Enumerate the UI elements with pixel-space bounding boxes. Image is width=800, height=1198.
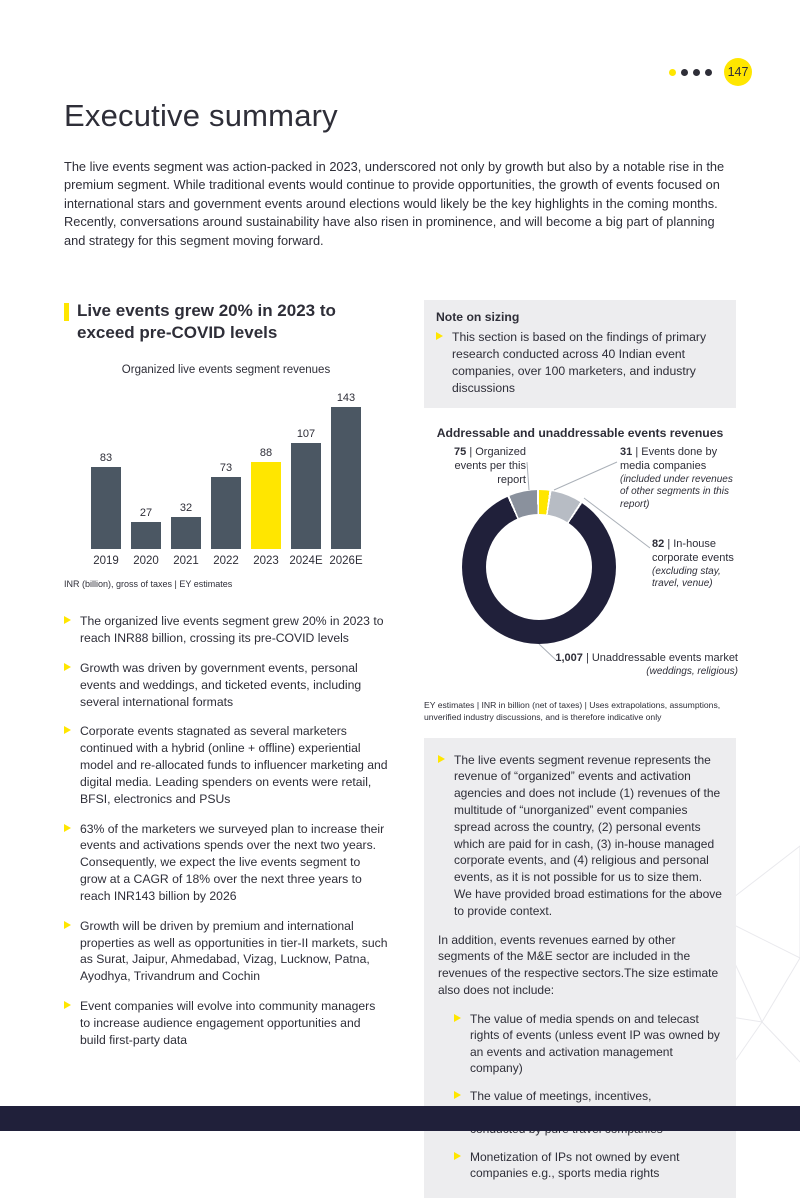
heading-accent-bar (64, 303, 69, 321)
left-column (64, 300, 388, 1061)
bar-value-label: 27 (139, 507, 153, 520)
bullet-item (64, 998, 388, 1048)
bar-x-label: 2024E (289, 555, 323, 568)
bullet-arrow-icon (64, 663, 71, 671)
pager-dot-active (669, 69, 676, 76)
bar-item (211, 462, 241, 567)
bar-chart (64, 392, 388, 567)
pager-dot (693, 69, 700, 76)
donut-value: 31 (620, 446, 633, 459)
intro-paragraph: The live events segment was action-packed in 2023, underscored not only by growth but also by a notable rise in the premium segment. While traditional events would continue to provide opportunities, the growth of events focused on international stars and government events around elections would likely be the key highlights in the coming months. Recently, conversations around sustainability have also risen in prominence, and will become a big part of planning and strategy for this segment moving forward. (64, 159, 725, 248)
bullet-text: 63% of the marketers we surveyed plan to increase their events and activations spends over the next two years. Consequently, we expect the live events segment to grow at a CAGR of 18% over the next three years to reach INR143 billion by 2026 (80, 821, 385, 903)
bullet-arrow-icon (64, 824, 71, 832)
donut-label-note: (excluding stay, travel, venue) (652, 565, 721, 590)
bar (291, 443, 321, 549)
bar-x-label: 2020 (133, 555, 159, 568)
separator: | (585, 652, 589, 665)
bar-x-label: 2026E (329, 555, 363, 568)
right-column (424, 300, 736, 1198)
bullet-arrow-icon (436, 332, 443, 340)
bullet-arrow-icon (438, 755, 445, 763)
donut-chart (424, 446, 736, 698)
bullet-text: The value of meetings, incentives, (470, 1088, 652, 1103)
donut-label-organized (424, 446, 526, 487)
bar (171, 517, 201, 549)
bar-item (251, 447, 281, 567)
bullet-arrow-icon (64, 1001, 71, 1009)
page-number-badge (724, 58, 752, 86)
bullet-arrow-icon (454, 1091, 461, 1099)
donut-label-note: (weddings, religious) (646, 666, 738, 678)
bar-x-label: 2019 (93, 555, 119, 568)
bullet-arrow-icon (64, 921, 71, 929)
info-text-2: In addition, events revenues earned by other segments of the M&E sector are included in the revenues of the respective sectors.The size estimate also does not include: (438, 932, 719, 997)
page-number: 147 (727, 65, 749, 79)
bar-item (91, 452, 121, 567)
note-box-title: Note on sizing (436, 310, 520, 325)
bar-x-label: 2023 (253, 555, 279, 568)
bar (331, 407, 361, 549)
donut-label-text: Unaddressable events market (591, 652, 738, 665)
donut-label-text: Events done by media companies (620, 446, 718, 473)
separator: | (469, 446, 473, 459)
section-heading (64, 300, 388, 344)
donut-label-text: Organized events per this report (454, 446, 526, 486)
section-heading-text: Live events grew 20% in 2023 to exceed pre-COVID levels (77, 301, 336, 343)
bar-item (291, 428, 321, 567)
bar-x-label: 2022 (213, 555, 239, 568)
bar-x-label: 2021 (173, 555, 199, 568)
donut-value: 82 (652, 538, 665, 551)
donut-value: 75 (454, 446, 467, 459)
bullet-text: Growth was driven by government events, personal events and weddings, and ticketed events, including several international formats (80, 660, 362, 709)
bullet-item (64, 613, 388, 647)
bullet-text: The value of media spends on and telecast rights of events (unless event IP was owned by an events and activation management company) (470, 1011, 720, 1076)
donut-label-note: (included under revenues of other segments in this report) (620, 473, 733, 510)
bullet-item (64, 821, 388, 905)
bullet-arrow-icon (454, 1014, 461, 1022)
separator: | (667, 538, 671, 551)
bar-item (131, 507, 161, 567)
bar-value-label: 107 (296, 428, 316, 441)
donut-label-unaddressable (544, 652, 738, 678)
note-on-sizing-box (424, 300, 736, 408)
bullet-arrow-icon (64, 616, 71, 624)
info-text-1: The live events segment revenue represents the revenue of “organized” events and activation agencies and does not include (1) revenues of the multitude of “unorganized” event companies spread across the country, (2) personal events which are paid for in cash, (3) in-house managed corporate events, and (4) religious and personal events, as it is not possible for us to size them. We have provided broad estimations for the above to provide context. (454, 752, 722, 918)
bar-value-label: 73 (219, 462, 233, 475)
bar (91, 467, 121, 549)
footer-bar (0, 1106, 800, 1131)
info-paragraph-1 (438, 752, 722, 932)
bar-chart-caption: INR (billion), gross of taxes | EY estimates (64, 579, 233, 590)
note-bullet-item (436, 329, 724, 396)
bullet-text: Monetization of IPs not owned by event companies e.g., sports media rights (470, 1149, 680, 1181)
bullet-text: Growth will be driven by premium and international properties as well as opportunities in tier-II markets, such as Surat, Jaipur, Ahmedabad, Vizag, Lucknow, Patna, Ayodhya, Trivandrum and Cochin (80, 918, 388, 984)
bullet-text: Corporate events stagnated as several marketers continued with a hybrid (online + offline) experiential model and re-allocated funds to influencer marketing and digital media. Leading spenders on events were retail, BFSI, electronics and PSUs (80, 724, 388, 806)
donut-caption: EY estimates | INR in billion (net of taxes) | Uses extrapolations, assumptions, unverified industry discussions, and is therefore indicative only (424, 700, 721, 723)
left-bullet-list (64, 613, 388, 1048)
bullet-item (64, 723, 388, 807)
donut-label-media (620, 446, 738, 511)
bar-value-label: 143 (336, 392, 356, 405)
bullet-item (64, 660, 388, 710)
bar-item (171, 502, 201, 567)
donut-ring (462, 490, 616, 644)
bar-item (331, 392, 361, 567)
pager-dots (669, 69, 712, 76)
bar-value-label: 32 (179, 502, 193, 515)
bullet-text: Event companies will evolve into community managers to increase audience engagement opportunities and build first-party data (80, 999, 376, 1047)
page-header (669, 58, 752, 86)
bullet-arrow-icon (64, 726, 71, 734)
donut-chart-title: Addressable and unaddressable events revenues (436, 426, 724, 441)
bar (211, 477, 241, 549)
page-title: Executive summary (64, 98, 338, 133)
bar-value-label: 88 (259, 447, 273, 460)
bar-chart-title: Organized live events segment revenues (121, 364, 331, 377)
note-bullet-text: This section is based on the findings of primary research conducted across 40 Indian event companies, over 100 marketers, and industry discussions (452, 330, 707, 395)
info-bullet-list (454, 1011, 722, 1182)
bar (131, 522, 161, 549)
pager-dot (705, 69, 712, 76)
bullet-item (454, 1011, 722, 1077)
bar (251, 462, 281, 549)
bullet-arrow-icon (454, 1152, 461, 1160)
donut-label-inhouse (652, 538, 738, 591)
bullet-item (454, 1149, 722, 1182)
bullet-item (64, 918, 388, 985)
bar-value-label: 83 (99, 452, 113, 465)
bullet-text: The organized live events segment grew 20% in 2023 to reach INR88 billion, crossing its pre-COVID levels (80, 614, 384, 646)
donut-hole (486, 514, 592, 620)
pager-dot (681, 69, 688, 76)
donut-value: 1,007 (555, 652, 583, 665)
separator: | (635, 446, 639, 459)
donut-label-text: In-house corporate events (652, 538, 734, 565)
